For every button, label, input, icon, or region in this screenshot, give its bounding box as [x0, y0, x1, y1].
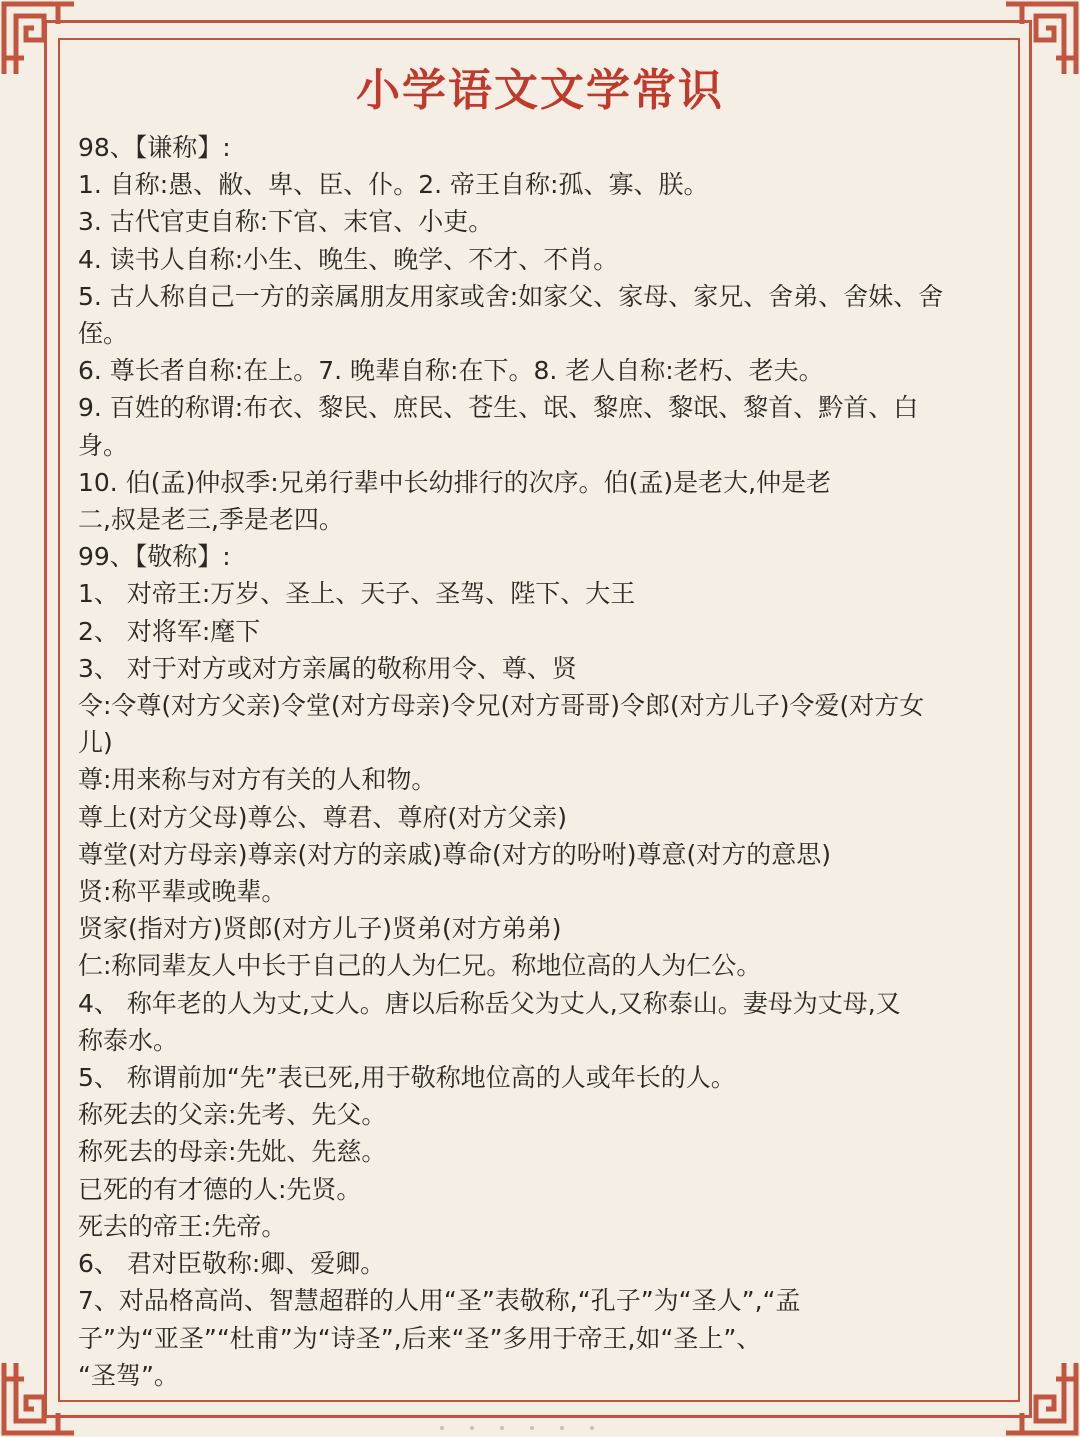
text-line: 二,叔是老三,季是老四。 [78, 505, 344, 535]
text-line: 身。 [78, 430, 129, 460]
text-line: 子”为“亚圣”“杜甫”为“诗圣”,后来“圣”多用于帝王,如“圣上”、 [78, 1323, 762, 1353]
page-dot [590, 1426, 594, 1430]
text-line: 仁:称同辈友人中长于自己的人为仁兄。称地位高的人为仁公。 [78, 951, 762, 981]
text-line: “圣驾”。 [78, 1360, 179, 1390]
text-line: 4. 读书人自称:小生、晚生、晚学、不才、不肖。 [78, 244, 619, 274]
text-line: 贤:称平辈或晚辈。 [78, 877, 287, 907]
corner-ornament-bottom-left [0, 1359, 78, 1437]
text-line: 5. 古人称自己一方的亲属朋友用家或舍:如家父、家母、家兄、舍弟、舍妹、舍 [78, 281, 944, 311]
text-line: 3、 对于对方或对方亲属的敬称用令、尊、贤 [78, 653, 577, 683]
text-line: 6. 尊长者自称:在上。7. 晚辈自称:在下。8. 老人自称:老朽、老夫。 [78, 356, 824, 386]
content-body [78, 129, 1018, 1394]
page-title: 小学语文文学常识 [356, 65, 724, 116]
text-line: 99、【敬称】: [78, 542, 231, 572]
text-line: 6、 君对臣敬称:卿、爱卿。 [78, 1249, 386, 1279]
text-line: 7、对品格高尚、智慧超群的人用“圣”表敬称,“孔子”为“圣人”,“孟 [78, 1286, 801, 1316]
text-line: 令:令尊(对方父亲)令堂(对方母亲)令兄(对方哥哥)令郎(对方儿子)令爱(对方女 [78, 691, 925, 721]
page-dot [500, 1426, 504, 1430]
text-line: 尊上(对方父母)尊公、尊君、尊府(对方父亲) [78, 802, 568, 832]
text-line: 2、 对将军:麾下 [78, 616, 261, 646]
page-dot [440, 1426, 444, 1430]
text-line: 尊:用来称与对方有关的人和物。 [78, 765, 437, 795]
text-line: 儿) [78, 728, 113, 758]
text-line: 称死去的父亲:先考、先父。 [78, 1100, 387, 1130]
text-line: 4、 称年老的人为丈,丈人。唐以后称岳父为丈人,又称泰山。妻母为丈母,又 [78, 988, 901, 1018]
page-indicator-dots [440, 1415, 640, 1423]
text-line: 死去的帝王:先帝。 [78, 1211, 287, 1241]
text-line: 98、【谦称】: [78, 133, 231, 162]
text-line: 贤家(指对方)贤郎(对方儿子)贤弟(对方弟弟) [78, 914, 562, 944]
text-line: 3. 古代官吏自称:下官、末官、小吏。 [78, 207, 494, 237]
text-line: 称泰水。 [78, 1025, 179, 1055]
text-line: 1、 对帝王:万岁、圣上、天子、圣驾、陛下、大王 [78, 579, 636, 609]
text-line: 尊堂(对方母亲)尊亲(对方的亲戚)尊命(对方的吩咐)尊意(对方的意思) [78, 839, 832, 869]
text-line: 5、 称谓前加“先”表已死,用于敬称地位高的人或年长的人。 [78, 1063, 736, 1093]
page-dot [560, 1426, 564, 1430]
text-line: 已死的有才德的人:先贤。 [78, 1174, 362, 1204]
text-line: 10. 伯(孟)仲叔季:兄弟行辈中长幼排行的次序。伯(孟)是老大,仲是老 [78, 467, 832, 497]
page-dot [530, 1426, 534, 1430]
text-line: 9. 百姓的称谓:布衣、黎民、庶民、苍生、氓、黎庶、黎氓、黎首、黔首、白 [78, 393, 919, 423]
text-line: 称死去的母亲:先妣、先慈。 [78, 1137, 387, 1167]
page-dot [470, 1426, 474, 1430]
text-line: 1. 自称:愚、敝、卑、臣、仆。2. 帝王自称:孤、寡、朕。 [78, 170, 709, 200]
text-line: 侄。 [78, 319, 129, 349]
